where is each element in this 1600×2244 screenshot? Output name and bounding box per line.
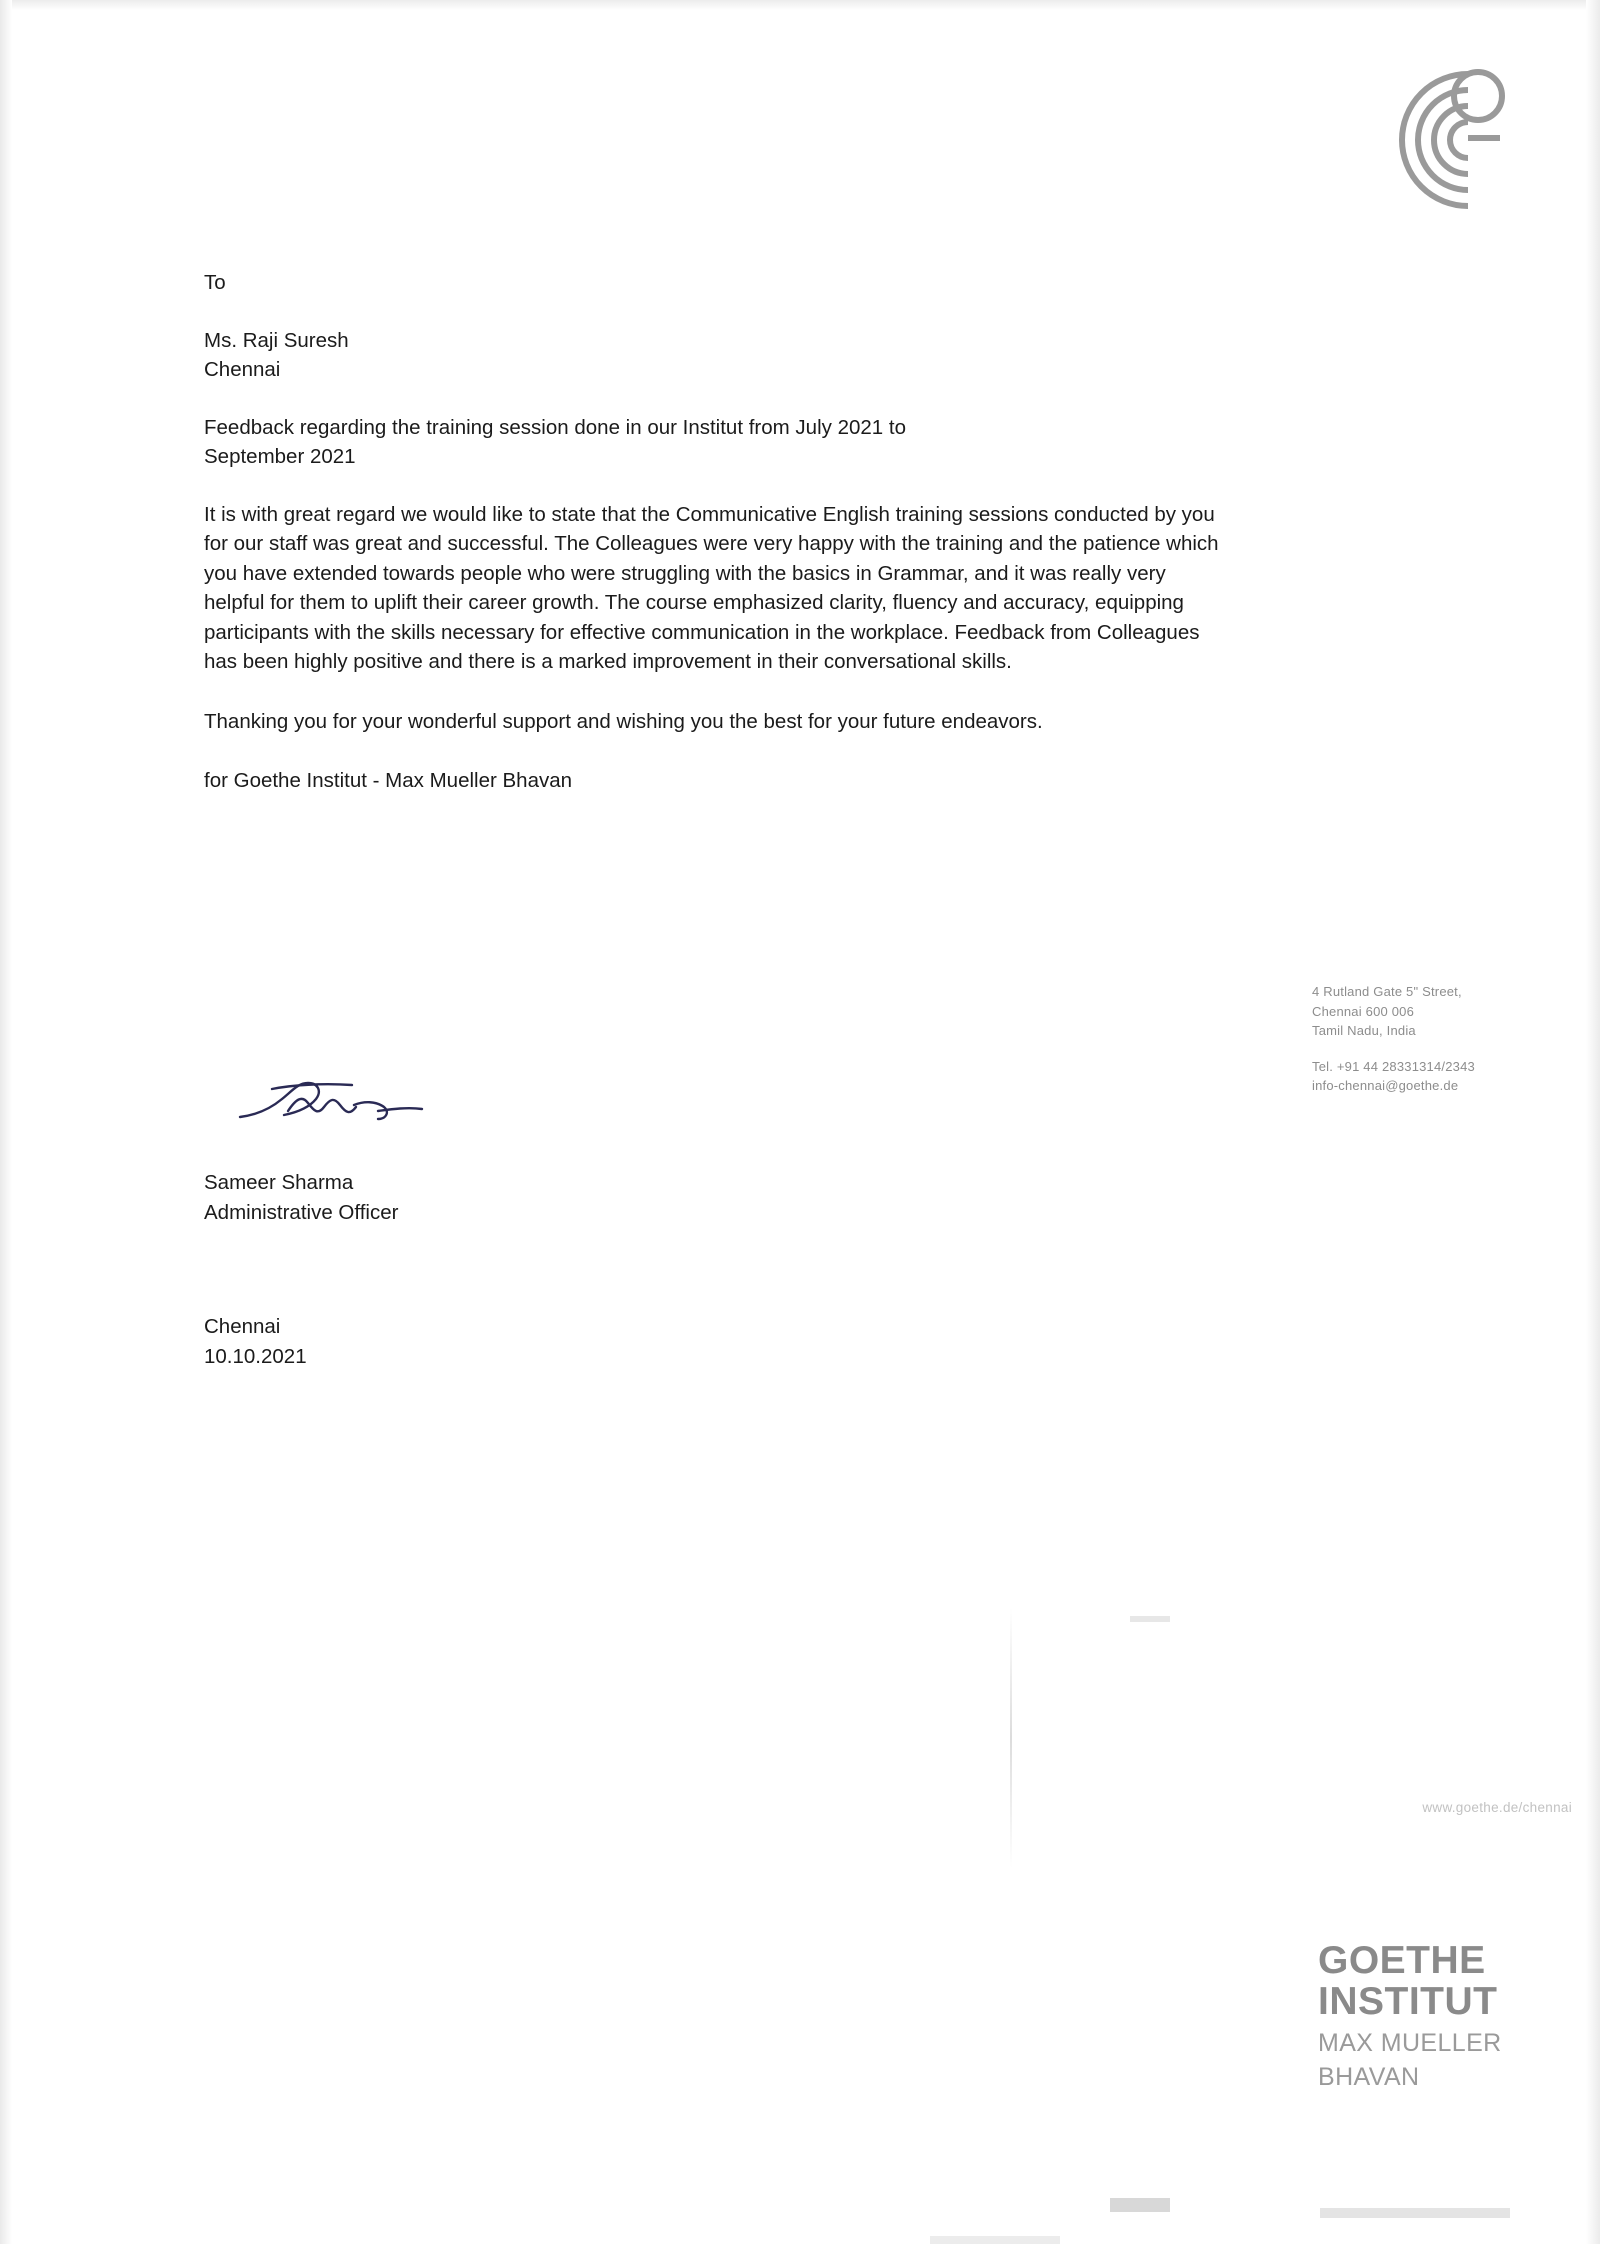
body-paragraph-2: Thanking you for your wonderful support and wishing you the best for your future endeavors. <box>204 709 1043 733</box>
address-region: Tamil Nadu, India <box>1312 1023 1416 1038</box>
address-phone: Tel. +91 44 28331314/2343 <box>1312 1058 1475 1074</box>
place: Chennai <box>204 1315 281 1338</box>
to-label-block <box>204 268 1224 298</box>
recipient-name: Ms. Raji Suresh <box>204 328 349 352</box>
body-paragraph-1: It is with great regard we would like to state that the Communicative English training sessions conducted by you for our staff was great and successful. The Colleagues were very happy with the training and the patience which you have extended towards people who were struggling with the basics in Grammar, and it was really very helpful for them to uplift their career growth. The course emphasized clarity, fluency and accuracy, equipping participants with the skills necessary for effective communication in the workplace. Feedback from Colleagues has been highly positive and there is a marked improvement in their conversational skills. <box>204 502 1219 674</box>
recipient-city: Chennai <box>204 358 281 382</box>
subject-line-2: September 2021 <box>204 445 356 469</box>
goethe-logo-icon <box>1318 52 1508 224</box>
scan-smudge-artifact-3 <box>1320 2208 1510 2218</box>
goethe-wordmark <box>1318 1940 1568 2091</box>
to-label: To <box>204 271 226 294</box>
closing-line: for Goethe Institut - Max Mueller Bhavan <box>204 769 573 793</box>
recipient-block <box>204 326 1224 385</box>
signature-image <box>236 1075 466 1135</box>
subject-line-1: Feedback regarding the training session done in our Institut from July 2021 to <box>204 415 906 439</box>
address-city: Chennai 600 006 <box>1312 1003 1415 1019</box>
address-contact <box>1312 1057 1572 1096</box>
scan-smudge-artifact-4 <box>930 2236 1060 2244</box>
wordmark-line-4: BHAVAN <box>1318 2062 1420 2091</box>
scan-edge-right <box>1586 0 1600 2244</box>
scan-fold-artifact <box>1010 1608 1012 1868</box>
subject-block <box>204 413 1224 472</box>
wordmark-line-2: INSTITUT <box>1318 1980 1498 2024</box>
address-postal <box>1312 982 1572 1041</box>
scan-smudge-artifact-2 <box>1110 2198 1170 2212</box>
signer-name: Sameer Sharma <box>204 1171 354 1194</box>
wordmark-line-1: GOETHE <box>1318 1939 1486 1982</box>
letterhead-address <box>1312 982 1572 1112</box>
letterhead-website: www.goethe.de/chennai <box>1422 1800 1572 1815</box>
place-date-block <box>204 1312 307 1371</box>
signer-block <box>204 1168 398 1227</box>
date: 10.10.2021 <box>204 1344 307 1368</box>
scan-edge-left <box>0 0 12 2244</box>
signer-title: Administrative Officer <box>204 1200 399 1224</box>
address-street: 4 Rutland Gate 5" Street, <box>1312 984 1462 999</box>
address-email: info-chennai@goethe.de <box>1312 1078 1459 1093</box>
letter-body <box>204 268 1224 796</box>
wordmark-line-3: MAX MUELLER <box>1318 2028 1502 2057</box>
scan-smudge-artifact-1 <box>1130 1616 1170 1622</box>
scan-edge-top <box>0 0 1600 10</box>
